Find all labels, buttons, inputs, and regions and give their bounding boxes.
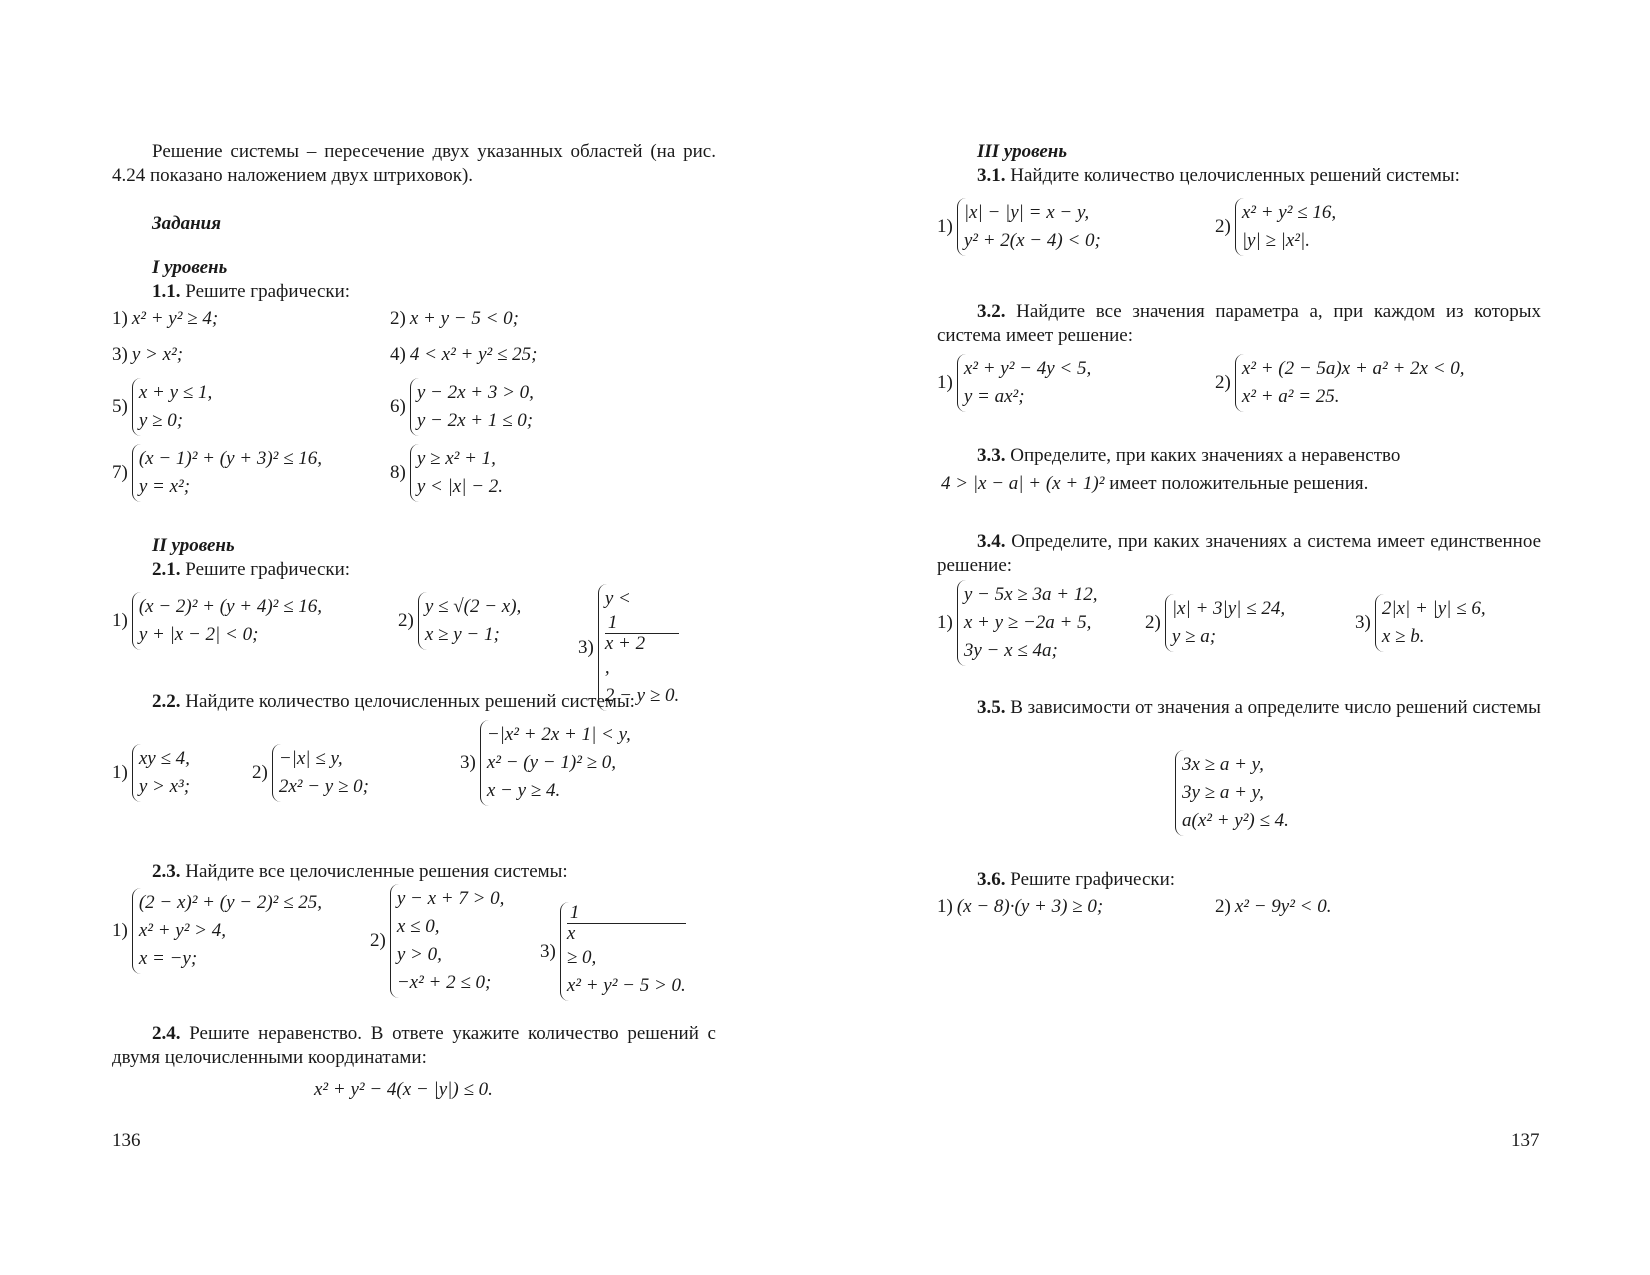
task-3-4-paragraph: 3.4. Определите, при каких значениях a система имеет единственное решение: bbox=[937, 531, 1542, 576]
task-2-1-item-1: 1) (x − 2)² + (y + 4)² ≤ 16, y + |x − 2| < 0; bbox=[112, 592, 322, 650]
task-3-6-line: 3.6. Решите графически: bbox=[977, 869, 1176, 890]
task-2-2-item-3: 3) −|x² + 2x + 1| < y, x² − (y − 1)² ≥ 0, x − y ≥ 4. bbox=[460, 720, 631, 806]
system-brace: y − 5x ≥ 3a + 12, x + y ≥ −2a + 5, 3y − x ≤ 4a; bbox=[957, 580, 1098, 666]
task-1-1-item-2: 2) x + y − 5 < 0; bbox=[390, 308, 519, 329]
task-text: Решите графически: bbox=[185, 281, 351, 302]
page-number: 137 bbox=[1511, 1130, 1540, 1151]
task-2-3-item-2: 2) y − x + 7 > 0, x ≤ 0, y > 0, −x² + 2 ≤ 0; bbox=[370, 884, 504, 998]
task-1-1-item-1: 1) x² + y² ≥ 4; bbox=[112, 308, 219, 329]
system-brace: y ≤ √(2 − x), x ≥ y − 1; bbox=[418, 592, 521, 650]
task-1-1-line bbox=[152, 280, 350, 304]
task-3-2-item-1: 1) x² + y² − 4y < 5, y = ax²; bbox=[937, 354, 1091, 412]
page-number: 136 bbox=[112, 1130, 141, 1151]
right-page bbox=[825, 0, 1650, 1275]
task-3-2-paragraph: 3.2. Найдите все значения параметра a, при каждом из которых система имеет решение: bbox=[937, 301, 1541, 346]
task-2-3-item-1: 1) (2 − x)² + (y − 2)² ≤ 25, x² + y² > 4, x = −y; bbox=[112, 888, 322, 974]
task-3-5-paragraph: 3.5. В зависимости от значения a определите число решений системы bbox=[977, 697, 1541, 718]
task-2-2-item-2: 2) −|x| ≤ y, 2x² − y ≥ 0; bbox=[252, 744, 369, 802]
system-brace: 2|x| + |y| ≤ 6, x ≥ b. bbox=[1375, 594, 1486, 652]
task-2-2-item-1: 1) xy ≤ 4, y > x³; bbox=[112, 744, 190, 802]
system-brace: y − 2x + 3 > 0, y − 2x + 1 ≤ 0; bbox=[410, 378, 534, 436]
system-brace: −|x² + 2x + 1| < y, x² − (y − 1)² ≥ 0, x − y ≥ 4. bbox=[480, 720, 631, 806]
system-brace: xy ≤ 4, y > x³; bbox=[132, 744, 190, 802]
task-3-3-paragraph: 3.3. Определите, при каких значениях a неравенство bbox=[977, 445, 1401, 466]
system-brace: −|x| ≤ y, 2x² − y ≥ 0; bbox=[272, 744, 369, 802]
task-2-4-paragraph: 2.4. Решите неравенство. В ответе укажите количество решений с двумя целочисленными координатами: bbox=[112, 1023, 716, 1068]
system-brace: |x| − |y| = x − y, y² + 2(x − 4) < 0; bbox=[957, 198, 1101, 256]
system-brace: |x| + 3|y| ≤ 24, y ≥ a; bbox=[1165, 594, 1285, 652]
task-3-4-item-2: 2) |x| + 3|y| ≤ 24, y ≥ a; bbox=[1145, 594, 1285, 652]
task-1-1-item-5: 5) x + y ≤ 1, y ≥ 0; bbox=[112, 378, 212, 436]
task-number: 1.1. bbox=[152, 281, 181, 302]
system-brace: y ≥ x² + 1, y < |x| − 2. bbox=[410, 444, 503, 502]
task-1-1-item-3: 3) y > x²; bbox=[112, 344, 184, 365]
system-brace: (x − 1)² + (y + 3)² ≤ 16, y = x²; bbox=[132, 444, 322, 502]
level3-heading: III уровень bbox=[977, 141, 1068, 162]
task-3-2-item-2: 2) x² + (2 − 5a)x + a² + 2x < 0, x² + a² = 25. bbox=[1215, 354, 1465, 412]
task-3-1-item-2: 2) x² + y² ≤ 16, |y| ≥ |x²|. bbox=[1215, 198, 1336, 256]
tasks-heading: Задания bbox=[152, 213, 221, 234]
system-brace: x + y ≤ 1, y ≥ 0; bbox=[132, 378, 212, 436]
task-2-2-line: 2.2. Найдите количество целочисленных решений системы: bbox=[152, 691, 635, 712]
task-3-1-line: 3.1. Найдите количество целочисленных решений системы: bbox=[977, 165, 1460, 186]
system-brace: y < 1 x + 2 , 2 − y ≥ 0. bbox=[598, 584, 679, 711]
task-3-1-item-1: 1) |x| − |y| = x − y, y² + 2(x − 4) < 0; bbox=[937, 198, 1101, 256]
system-brace: x² + y² − 4y < 5, y = ax²; bbox=[957, 354, 1091, 412]
level2-heading: II уровень bbox=[152, 535, 235, 556]
task-1-1-item-4: 4) 4 < x² + y² ≤ 25; bbox=[390, 344, 538, 365]
task-2-3-item-3: 3) 1 x ≥ 0, x² + y² − 5 > 0. bbox=[540, 902, 686, 1001]
system-brace: 1 x ≥ 0, x² + y² − 5 > 0. bbox=[560, 902, 686, 1001]
fraction: 1 x bbox=[567, 903, 686, 944]
task-2-3-line: 2.3. Найдите все целочисленные решения системы: bbox=[152, 861, 568, 882]
system-brace: y − x + 7 > 0, x ≤ 0, y > 0, −x² + 2 ≤ 0; bbox=[390, 884, 505, 998]
intro-paragraph: Решение системы – пересечение двух указанных областей (на рис. 4.24 показано наложением двух штриховок). bbox=[112, 141, 716, 186]
task-1-1-item-7: 7) (x − 1)² + (y + 3)² ≤ 16, y = x²; bbox=[112, 444, 322, 502]
task-2-1-item-2: 2) y ≤ √(2 − x), x ≥ y − 1; bbox=[398, 592, 521, 650]
task-2-1-item-3: 3) y < 1 x + 2 , 2 − y ≥ 0. bbox=[578, 584, 679, 711]
system-brace: 3x ≥ a + y, 3y ≥ a + y, a(x² + y²) ≤ 4. bbox=[1175, 750, 1289, 836]
system-brace: x² + (2 − 5a)x + a² + 2x < 0, x² + a² = 25. bbox=[1235, 354, 1465, 412]
task-3-4-item-3: 3) 2|x| + |y| ≤ 6, x ≥ b. bbox=[1355, 594, 1486, 652]
level1-heading: I уровень bbox=[152, 257, 228, 278]
fraction: 1 x + 2 bbox=[605, 613, 679, 654]
task-3-4-item-1: 1) y − 5x ≥ 3a + 12, x + y ≥ −2a + 5, 3y − x ≤ 4a; bbox=[937, 580, 1098, 666]
system-brace: (x − 2)² + (y + 4)² ≤ 16, y + |x − 2| < 0; bbox=[132, 592, 322, 650]
task-3-6-item-1: 1) (x − 8)·(y + 3) ≥ 0; bbox=[937, 896, 1104, 917]
task-2-1-line: 2.1. Решите графически: bbox=[152, 559, 351, 580]
task-1-1-item-6: 6) y − 2x + 3 > 0, y − 2x + 1 ≤ 0; bbox=[390, 378, 534, 436]
task-2-4-formula: x² + y² − 4(x − |y|) ≤ 0. bbox=[314, 1079, 493, 1100]
task-3-6-item-2: 2) x² − 9y² < 0. bbox=[1215, 896, 1332, 917]
task-3-5-system bbox=[1175, 750, 1289, 836]
system-brace: x² + y² ≤ 16, |y| ≥ |x²|. bbox=[1235, 198, 1336, 256]
system-brace: (2 − x)² + (y − 2)² ≤ 25, x² + y² > 4, x = −y; bbox=[132, 888, 322, 974]
task-3-3-formula-line: 4 > |x − a| + (x + 1)² имеет положительные решения. bbox=[941, 473, 1369, 494]
task-1-1-item-8: 8) y ≥ x² + 1, y < |x| − 2. bbox=[390, 444, 503, 502]
